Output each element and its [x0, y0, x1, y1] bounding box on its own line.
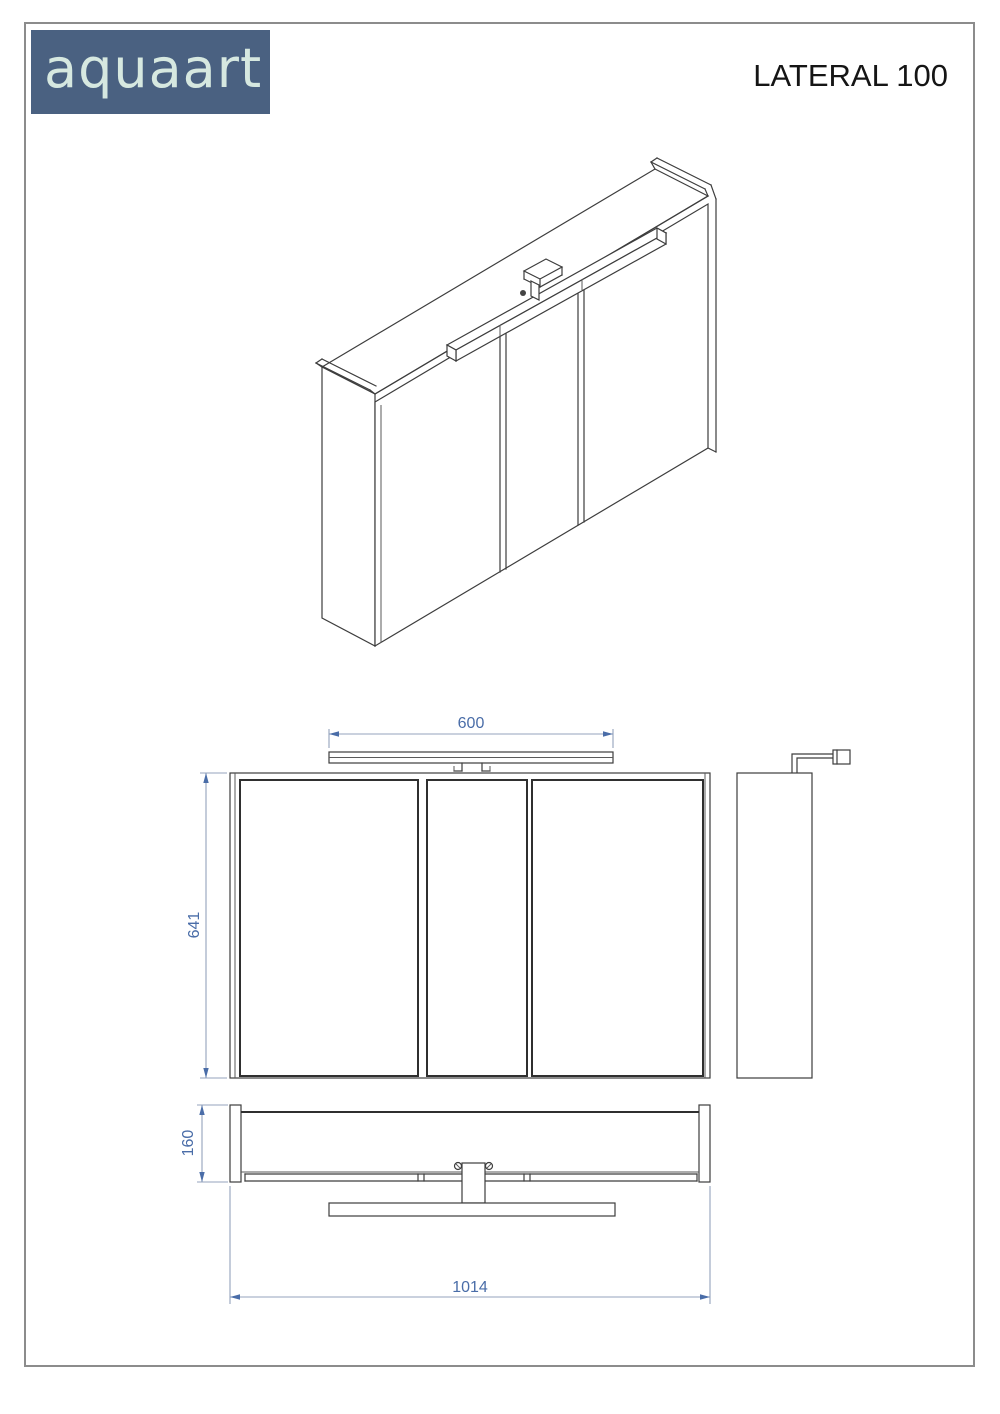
front-door-left	[240, 780, 418, 1076]
plan-light-bar	[329, 1203, 615, 1216]
page-title: LATERAL 100	[753, 58, 948, 93]
dimension-600-label: 600	[457, 715, 485, 732]
dimension-160-label: 160	[180, 1129, 197, 1157]
front-door-middle	[427, 780, 527, 1076]
isometric-view	[316, 158, 716, 646]
dimension-600	[329, 715, 613, 748]
front-light-bar	[329, 752, 613, 771]
dimension-641-label: 641	[186, 911, 203, 939]
iso-screw	[520, 290, 526, 296]
side-light-arm	[792, 750, 850, 772]
front-view	[186, 715, 710, 1078]
brand-logo-text: aquaart	[44, 37, 263, 100]
plan-light-bracket	[455, 1163, 493, 1204]
iso-left-panel	[322, 367, 375, 646]
plan-view	[180, 1105, 710, 1304]
front-cabinet-body	[230, 773, 710, 1078]
dimension-1014-label: 1014	[452, 1279, 488, 1296]
dimension-160	[180, 1105, 228, 1182]
plan-right-panel	[699, 1105, 710, 1182]
side-cabinet-body	[737, 773, 812, 1078]
plan-left-panel	[230, 1105, 241, 1182]
dimension-641	[186, 773, 227, 1078]
side-view	[737, 750, 850, 1078]
front-door-right	[532, 780, 703, 1076]
